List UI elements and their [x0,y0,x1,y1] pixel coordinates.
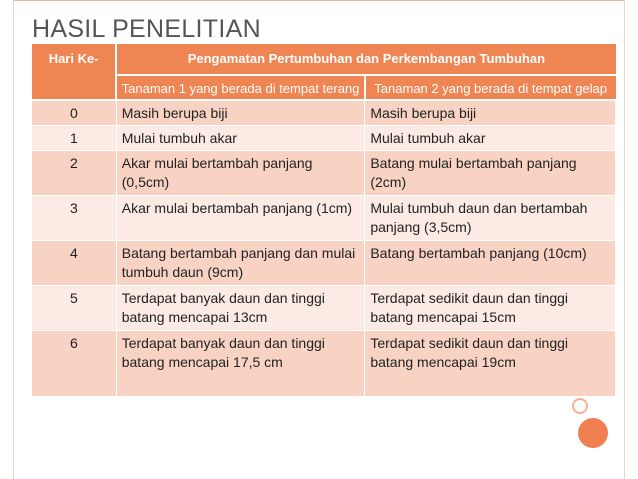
header-hari: Hari Ke- [32,44,116,100]
slide-frame-left [13,0,14,479]
slide-title: HASIL PENELITIAN [32,15,261,43]
cell-plant-2: Batang mulai bertambah panjang (2cm) [365,151,616,196]
table-row [32,331,616,397]
cell-plant-1: Akar mulai bertambah panjang (0,5cm) [116,151,365,196]
cell-plant-2: Batang bertambah panjang (10cm) [365,241,616,286]
table-row [32,241,616,286]
table-row [32,286,616,331]
header-observation: Pengamatan Pertumbuhan dan Perkembangan Tumbuhan [116,44,615,75]
cell-plant-1: Masih berupa biji [116,100,365,126]
cell-plant-1: Mulai tumbuh akar [116,126,365,151]
table-subheader-row [32,75,616,100]
table-row [32,100,616,126]
table-row [32,151,616,196]
cell-plant-2: Terdapat sedikit daun dan tinggi batang mencapai 19cm [365,331,616,397]
slide-frame-right [624,0,625,479]
cell-day: 5 [32,286,116,331]
cell-plant-2: Mulai tumbuh akar [365,126,616,151]
cell-plant-1: Batang bertambah panjang dan mulai tumbuh daun (9cm) [116,241,365,286]
decorative-ring-icon [572,398,588,414]
table-row [32,196,616,241]
cell-day: 6 [32,331,116,397]
cell-plant-2: Mulai tumbuh daun dan bertambah panjang (3,5cm) [365,196,616,241]
cell-plant-1: Akar mulai bertambah panjang (1cm) [116,196,365,241]
cell-day: 4 [32,241,116,286]
results-table [32,44,616,397]
slide-frame-top [14,0,624,1]
header-plant-1: Tanaman 1 yang berada di tempat terang [116,75,365,100]
cell-day: 2 [32,151,116,196]
cell-plant-1: Terdapat banyak daun dan tinggi batang mencapai 17,5 cm [116,331,365,397]
table-row [32,126,616,151]
decorative-circle-icon [578,418,608,448]
cell-day: 1 [32,126,116,151]
table-header-row [32,44,616,75]
cell-plant-1: Terdapat banyak daun dan tinggi batang mencapai 13cm [116,286,365,331]
header-plant-2: Tanaman 2 yang berada di tempat gelap [365,75,616,100]
cell-day: 0 [32,100,116,126]
cell-day: 3 [32,196,116,241]
cell-plant-2: Terdapat sedikit daun dan tinggi batang mencapai 15cm [365,286,616,331]
cell-plant-2: Masih berupa biji [365,100,616,126]
